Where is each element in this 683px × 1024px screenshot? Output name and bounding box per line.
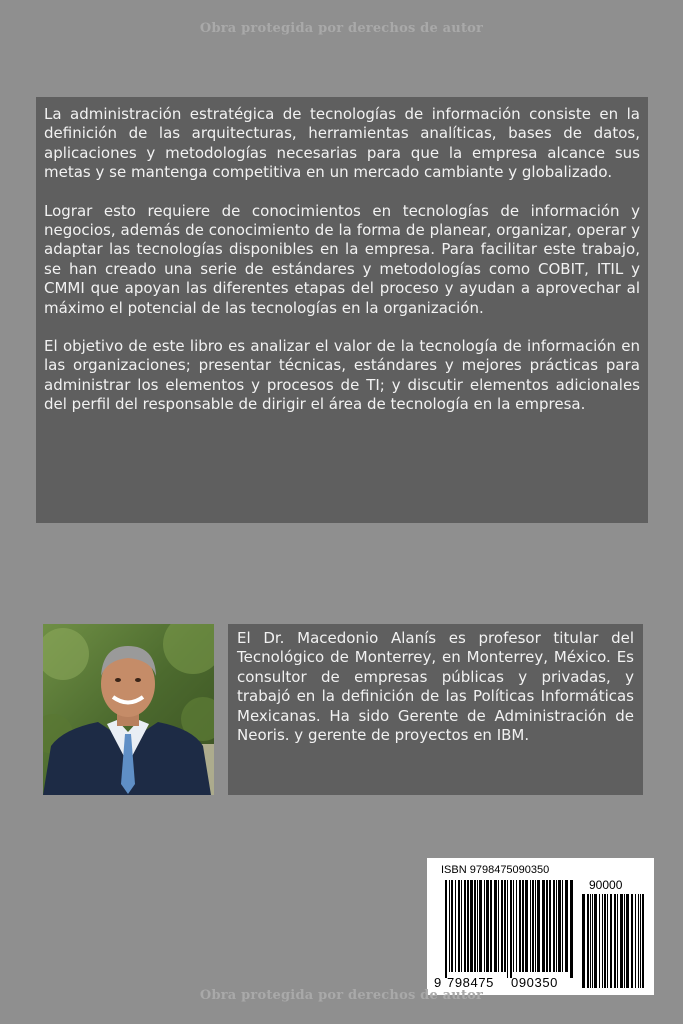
isbn-label: ISBN 9798475090350 xyxy=(441,864,550,876)
description-paragraph-3: El objetivo de este libro es analizar el valor de la tecnología de información en las organizaciones; presentar técnicas, estándares y mejores prácticas para administrar los elementos y procesos de TI; y discutir elementos adicionales del perfil del responsable de dirigir el área de tecnología en la empresa. xyxy=(44,337,640,414)
author-photo xyxy=(43,624,214,795)
copyright-watermark-bottom: Obra protegida por derechos de autor xyxy=(199,988,484,1003)
copyright-watermark-top: Obra protegida por derechos de autor xyxy=(199,21,484,36)
author-portrait-icon xyxy=(43,624,214,795)
barcode-digits-left: 798475 xyxy=(447,975,494,990)
book-description xyxy=(36,97,648,523)
barcode-digits-right: 090350 xyxy=(511,975,558,990)
isbn-barcode xyxy=(427,858,654,995)
barcode-digit-first: 9 xyxy=(434,975,442,990)
description-paragraph-2: Lograr esto requiere de conocimientos en tecnologías de información y negocios, además de conocimiento de la forma de planear, organizar, operar y adaptar las tecnologías disponibles en la empresa. Para facilitar este trabajo, se han creado una serie de estándares y metodologías como COBIT, ITIL y CMMI que apoyan las diferentes etapas del proceso y ayudan a aprovechar al máximo el potencial de las tecnologías en la organización. xyxy=(44,201,640,317)
barcode-addon-number: 90000 xyxy=(589,878,623,892)
author-bio xyxy=(228,624,643,795)
description-paragraph-1: La administración estratégica de tecnologías de información consiste en la definición de las arquitecturas, herramientas analíticas, bases de datos, aplicaciones y metodologías necesarias para que la empresa alcance sus metas y se mantenga competitiva en un mercado cambiante y globalizado. xyxy=(44,105,640,182)
author-bio-text: El Dr. Macedonio Alanís es profesor titular del Tecnológico de Monterrey, en Monterrey, México. Es consultor de empresas públicas y privadas, y trabajó en la definición de las Políticas Informáticas Mexicanas. Ha sido Gerente de Administración de Neoris. y gerente de proyectos en IBM. xyxy=(237,629,634,745)
